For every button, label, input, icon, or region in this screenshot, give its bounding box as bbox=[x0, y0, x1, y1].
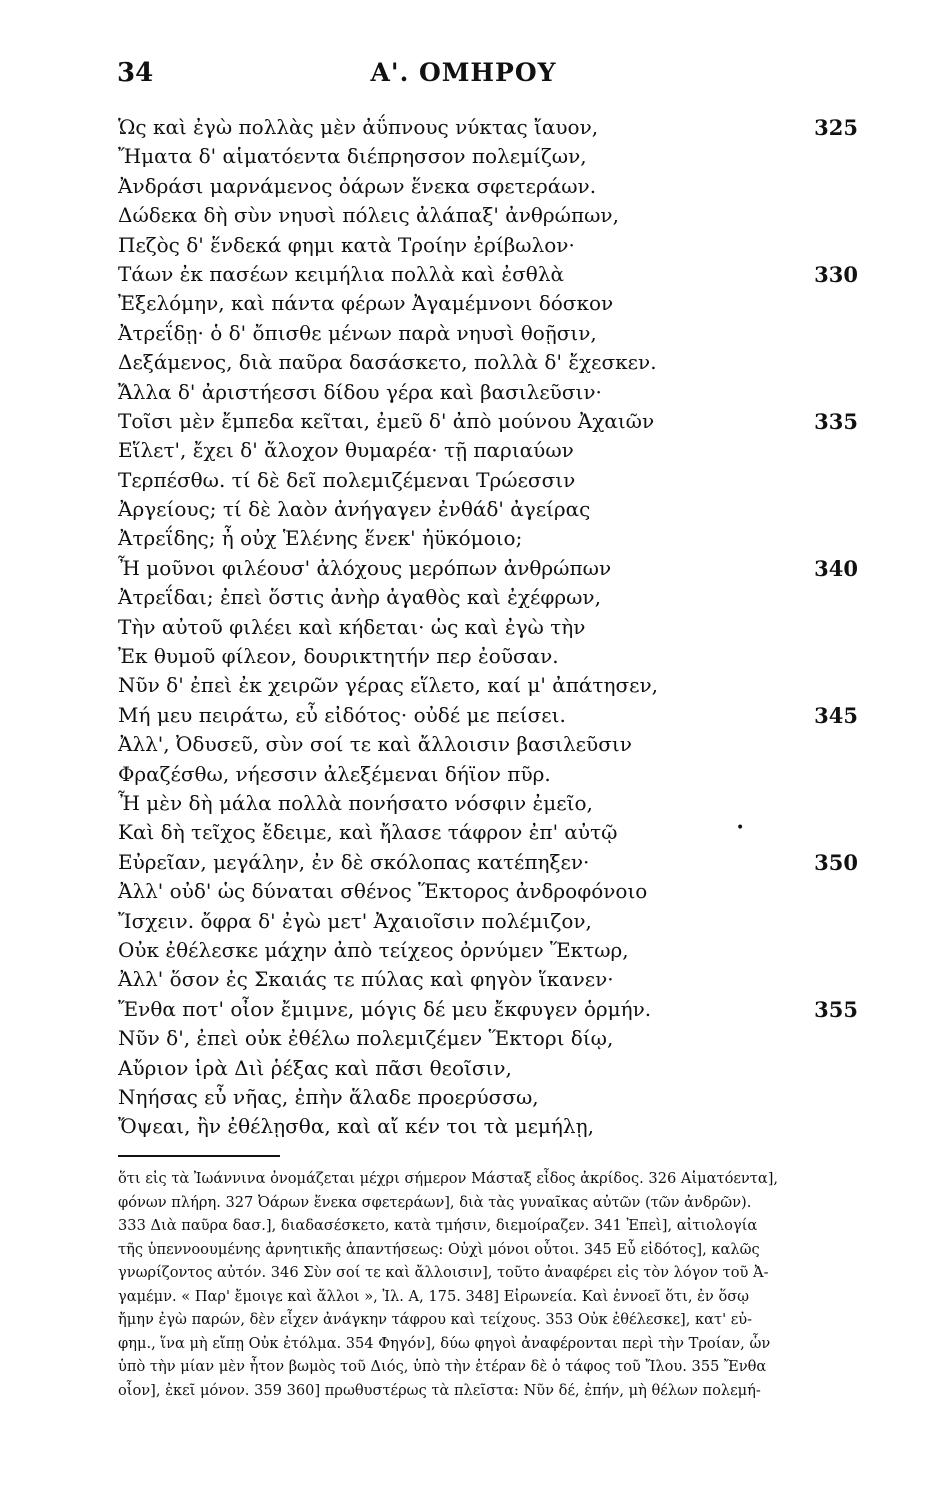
verse-text: Ἀνδράσι μαρνάμενος ὀάρων ἕνεκα σφετεράων. bbox=[118, 173, 597, 198]
footnote-line: ἤμην ἐγὼ παρών, δὲν εἶχεν ἀνάγκην τάφρου καὶ τείχους. 353 Οὐκ ἐθέλεσκε], κατ' εὐ- bbox=[118, 1311, 753, 1328]
line-number: 345 bbox=[814, 702, 858, 728]
footnote-line: φόνων πλήρη. 327 Ὀάρων ἕνεκα σφετεράων], διὰ τὰς γυναῖκας αὐτῶν (τῶν ἀνδρῶν). bbox=[118, 1193, 752, 1211]
verse-text: Ἀτρεΐδης; ἦ οὐχ Ἑλένης ἕνεκ' ἠϋκόμοιο; bbox=[118, 526, 523, 551]
verse-text: Νῦν δ' ἐπεὶ ἐκ χειρῶν γέρας εἵλετο, καί μ' ἀπάτησεν, bbox=[118, 673, 658, 698]
verse-text: Ἄλλα δ' ἀριστήεσσι δίδου γέρα καὶ βασιλεῦσιν· bbox=[118, 379, 602, 404]
verse-text: Τερπέσθω. τί δὲ δεῖ πολεμιζέμεναι Τρώεσσιν bbox=[118, 467, 576, 492]
verse-text: Τάων ἐκ πασέων κειμήλια πολλὰ καὶ ἐσθλὰ bbox=[118, 261, 565, 286]
footnote-block bbox=[118, 1167, 858, 1402]
footnote-line: ὅτι εἰς τὰ Ἰωάννινα ὀνομάζεται μέχρι σήμερον Μάσταξ εἶδος ἀκρίδος. 326 Αἱματόεντα], bbox=[118, 1170, 779, 1187]
verse-line bbox=[118, 995, 858, 1024]
verse-line bbox=[118, 260, 858, 289]
verse-text: Ἀλλ' οὐδ' ὡς δύναται σθένος Ἕκτορος ἀνδροφόνοιο bbox=[118, 879, 648, 904]
verse-text: Ὄψεαι, ἢν ἐθέλῃσθα, καὶ αἴ κέν τοι τὰ μεμήλῃ, bbox=[118, 1114, 594, 1139]
line-number: 325 bbox=[814, 115, 858, 140]
footnote-line: 333 Διὰ παῦρα δασ.], διαδασέσκετο, κατὰ τμήσιν, διεμοίραζεν. 341 Ἐπεὶ], αἰτιολογία bbox=[118, 1217, 758, 1234]
verse-text: Εὐρεῖαν, μεγάλην, ἐν δὲ σκόλοπας κατέπηξεν· bbox=[118, 849, 590, 874]
verse-line bbox=[118, 730, 858, 759]
verse-line bbox=[118, 142, 858, 171]
page-number: 34 bbox=[117, 58, 154, 88]
verse-text: Μή μευ πειράτω, εὖ εἰδότος· οὐδέ με πείσει. bbox=[118, 702, 566, 727]
verse-text: Φραζέσθω, νήεσσιν ἀλεξέμεναι δήϊον πῦρ. bbox=[118, 761, 551, 786]
verse-text: Ἀλλ' ὅσον ἐς Σκαιάς τε πύλας καὶ φηγὸν ἵκανεν· bbox=[118, 967, 614, 992]
verse-text: Πεζὸς δ' ἕνδεκά φημι κατὰ Τροίην ἐρίβωλον· bbox=[118, 232, 575, 257]
verse-text: Ἀλλ', Ὀδυσεῦ, σὺν σοί τε καὶ ἄλλοισιν βασιλεῦσιν bbox=[118, 732, 632, 757]
verse-line bbox=[118, 583, 858, 612]
verse-text: Ἐκ θυμοῦ φίλεον, δουρικτητήν περ ἐοῦσαν. bbox=[118, 644, 559, 669]
verse-text: Ἦ μοῦνοι φιλέουσ' ἀλόχους μερόπων ἀνθρώπων bbox=[118, 555, 612, 580]
verse-text: Νῦν δ', ἐπεὶ οὐκ ἐθέλω πολεμιζέμεν Ἕκτορι δίῳ, bbox=[118, 1026, 614, 1051]
verse-line bbox=[118, 466, 858, 495]
verse-text: Δώδεκα δὴ σὺν νηυσὶ πόλεις ἀλάπαξ' ἀνθρώπων, bbox=[118, 203, 619, 228]
footnote-line: φημ., ἵνα μὴ εἴπῃ Οὐκ ἐτόλμα. 354 Φηγόν], δύω φηγοὶ ἀναφέρονται περὶ τὴν Τροίαν, ὧν bbox=[118, 1334, 771, 1352]
footnote-rule bbox=[118, 1155, 280, 1157]
footnote-line: γνωρίζοντος αὐτόν. 346 Σὺν σοί τε καὶ ἄλλοισιν], τοῦτο ἀναφέρει εἰς τὸν λόγον τοῦ Ἀ- bbox=[118, 1264, 769, 1281]
verse-text: Ἤματα δ' αἱματόεντα διέπρησσον πολεμίζων, bbox=[118, 144, 587, 169]
verse-text: Αὔριον ἱρὰ Διὶ ῥέξας καὶ πᾶσι θεοῖσιν, bbox=[118, 1055, 512, 1080]
footnote-line: τῆς ὑπεννοουμένης ἀρνητικῆς ἀπαντήσεως: Οὐχὶ μόνοι οὗτοι. 345 Εὖ εἰδότος], καλῶς bbox=[118, 1240, 760, 1258]
running-title: Α'. ΟΜΗΡΟΥ bbox=[370, 58, 557, 87]
verse-text: Τοῖσι μὲν ἔμπεδα κεῖται, ἐμεῦ δ' ἀπὸ μούνου Ἀχαιῶν bbox=[118, 408, 655, 433]
verse-line bbox=[118, 289, 858, 318]
verse-text: Ἀργείους; τί δὲ λαὸν ἀνήγαγεν ἐνθάδ' ἀγείρας bbox=[118, 497, 591, 522]
verse-text: Ἐξελόμην, καὶ πάντα φέρων Ἀγαμέμνονι δόσκον bbox=[118, 291, 614, 316]
verse-line bbox=[118, 818, 858, 847]
verse-line bbox=[118, 789, 858, 818]
line-number: 355 bbox=[814, 996, 858, 1022]
verse-text: Δεξάμενος, διὰ παῦρα δασάσκετο, πολλὰ δ' ἔχεσκεν. bbox=[118, 350, 657, 375]
verse-text: Ἴσχειν. ὄφρα δ' ἐγὼ μετ' Ἀχαιοῖσιν πολέμιζον, bbox=[118, 908, 592, 933]
verse-line bbox=[118, 524, 858, 553]
verse-line bbox=[118, 1083, 858, 1112]
verse-line bbox=[118, 1024, 858, 1053]
verse-line bbox=[118, 172, 858, 201]
verse-line bbox=[118, 613, 858, 642]
verse-line bbox=[118, 1054, 858, 1083]
verse-line bbox=[118, 701, 858, 730]
verse-line bbox=[118, 113, 858, 142]
verse-line bbox=[118, 760, 858, 789]
verse-text: Οὐκ ἐθέλεσκε μάχην ἀπὸ τείχεος ὀρνύμεν Ἕκτωρ, bbox=[118, 937, 629, 962]
verse-line bbox=[118, 877, 858, 906]
footnote-line: οἶον], ἐκεῖ μόνον. 359 360] πρωθυστέρως τὰ πλεῖστα: Νῦν δέ, ἐπήν, μὴ θέλων πολεμή- bbox=[118, 1381, 761, 1399]
verse-line bbox=[118, 495, 858, 524]
verse-text: Ἦ μὲν δὴ μάλα πολλὰ πονήσατο νόσφιν ἐμεῖο, bbox=[118, 790, 593, 815]
verse-block bbox=[118, 113, 858, 1142]
verse-line bbox=[118, 231, 858, 260]
verse-line bbox=[118, 348, 858, 377]
verse-line bbox=[118, 936, 858, 965]
verse-text: Ἔνθα ποτ' οἶον ἔμιμνε, μόγις δέ μευ ἔκφυγεν ὁρμήν. bbox=[118, 996, 652, 1021]
verse-line bbox=[118, 436, 858, 465]
verse-line bbox=[118, 319, 858, 348]
verse-line bbox=[118, 407, 858, 436]
verse-line bbox=[118, 1112, 858, 1141]
verse-line bbox=[118, 965, 858, 994]
line-number: 340 bbox=[814, 555, 858, 581]
verse-text: Εἵλετ', ἔχει δ' ἄλοχον θυμαρέα· τῇ παριαύων bbox=[118, 438, 574, 463]
footnote-line: γαμέμν. « Παρ' ἔμοιγε καὶ ἄλλοι », Ἰλ. Α, 175. 348] Εἰρωνεία. Καὶ ἐννοεῖ ὅτι, ἐν ὅσῳ bbox=[118, 1287, 750, 1305]
verse-text: Ὡς καὶ ἐγὼ πολλὰς μὲν ἀΰπνους νύκτας ἴαυον, bbox=[118, 115, 599, 139]
verse-text: Τὴν αὐτοῦ φιλέει καὶ κήδεται· ὡς καὶ ἐγὼ τὴν bbox=[118, 614, 586, 639]
line-number: 330 bbox=[814, 261, 858, 287]
verse-line bbox=[118, 554, 858, 583]
verse-line bbox=[118, 907, 858, 936]
verse-line bbox=[118, 642, 858, 671]
verse-text: Ἀτρεΐδαι; ἐπεὶ ὅστις ἀνὴρ ἀγαθὸς καὶ ἐχέφρων, bbox=[118, 585, 601, 610]
line-number: 350 bbox=[814, 849, 858, 875]
verse-line bbox=[118, 671, 858, 700]
verse-text: Ἀτρεΐδῃ· ὁ δ' ὄπισθε μένων παρὰ νηυσὶ θοῇσιν, bbox=[118, 320, 597, 345]
verse-text: Καὶ δὴ τεῖχος ἔδειμε, καὶ ἤλασε τάφρον ἐπ' αὐτῷ bbox=[118, 820, 618, 845]
ink-speck: • bbox=[736, 820, 745, 836]
verse-line bbox=[118, 848, 858, 877]
verse-line bbox=[118, 378, 858, 407]
footnote-line: ὑπὸ τὴν μίαν μὲν ἦτον βωμὸς τοῦ Διός, ὑπὸ τὴν ἑτέραν δὲ ὁ τάφος τοῦ Ἴλου. 355 Ἔνθα bbox=[118, 1358, 767, 1375]
verse-text: Νηήσας εὖ νῆας, ἐπὴν ἅλαδε προερύσσω, bbox=[118, 1084, 539, 1109]
line-number: 335 bbox=[814, 408, 858, 434]
verse-line bbox=[118, 201, 858, 230]
